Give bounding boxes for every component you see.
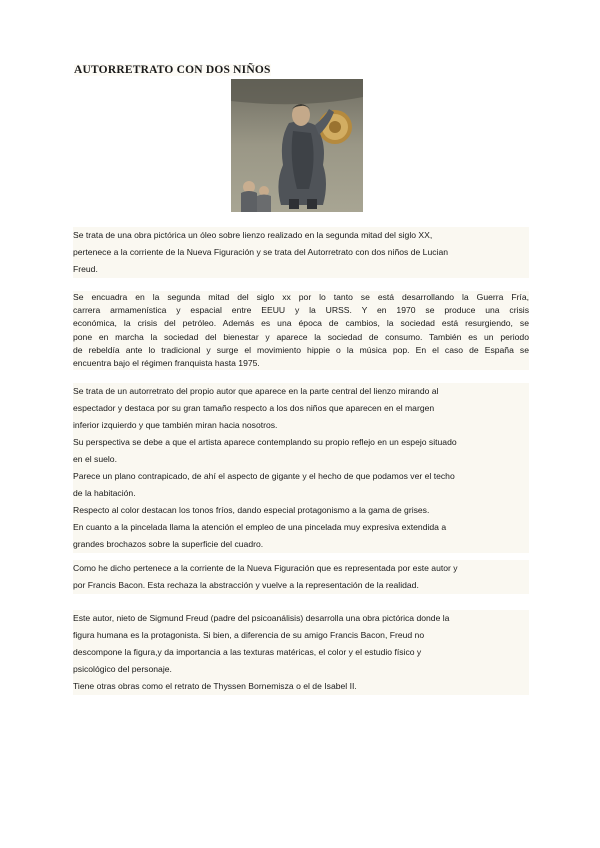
paragraph-line: Parece un plano contrapicado, de ahí el aspecto de gigante y el hecho de que podamos ver el techo: [73, 471, 455, 481]
paragraph-line: Se trata de un autorretrato del propio autor que aparece en la parte central del lienzo mirando al: [73, 386, 439, 396]
paragraph-line: En cuanto a la pincelada llama la atención el empleo de una pincelada muy expresiva extendida a: [73, 522, 447, 532]
paragraph-line: encuentra bajo el régimen franquista hasta 1975.: [73, 358, 260, 369]
paragraph-line: figura humana es la protagonista. Si bien, a diferencia de su amigo Francis Bacon, Freud no: [73, 630, 425, 640]
paragraph-analysis: [73, 383, 529, 553]
paragraph-line: inferior izquierdo y que también miran hacia nosotros.: [73, 420, 278, 430]
paragraph-line: de rebeldía ante lo tradicional y surge el movimiento hippie o la música pop. En el caso de España se: [73, 344, 529, 355]
paragraph-line: Freud.: [73, 264, 98, 274]
paragraph-movement: [73, 560, 529, 594]
paragraph-line: grandes brochazos sobre la superficie del cuadro.: [73, 539, 264, 549]
paragraph-line: descompone la figura,y da importancia a las texturas matéricas, el color y el estudio físico y: [73, 647, 422, 657]
paragraph-line: espectador y destaca por su gran tamaño respecto a los dos niños que aparecen en el margen: [73, 403, 435, 413]
paragraph-line: por Francis Bacon. Esta rechaza la abstracción y vuelve a la representación de la realidad.: [73, 580, 419, 590]
paragraph-line: Como he dicho pertenece a la corriente de la Nueva Figuración que es representada por este autor y: [73, 563, 458, 573]
paragraph-line: Su perspectiva se debe a que el artista aparece contemplando su propio reflejo en un espejo situado: [73, 437, 457, 447]
paragraph-line: económica, la crisis del petróleo. Además es una época de cambios, la sociedad está resurgiendo, se: [73, 318, 529, 329]
paragraph-intro: [73, 227, 529, 278]
paragraph-line: de la habitación.: [73, 488, 136, 498]
paragraph-line: pone en marcha la sociedad del bienestar y aparece la sociedad de consumo. También es un periodo: [73, 331, 529, 342]
painting-image: [231, 79, 363, 212]
paragraph-author: [73, 610, 529, 695]
paragraph-line: Respecto al color destacan los tonos fríos, dando especial protagonismo a la gama de grises.: [73, 505, 430, 515]
paragraph-context: [73, 291, 529, 370]
paragraph-line: Se trata de una obra pictórica un óleo sobre lienzo realizado en la segunda mitad del siglo XX,: [73, 230, 433, 240]
paragraph-line: pertenece a la corriente de la Nueva Figuración y se trata del Autorretrato con dos niños de Lucian: [73, 247, 449, 257]
paragraph-line: Tiene otras obras como el retrato de Thyssen Bornemisza o el de Isabel II.: [73, 681, 357, 691]
document-title: AUTORRETRATO CON DOS NIÑOS: [74, 64, 271, 76]
paragraph-line: en el suelo.: [73, 454, 117, 464]
paragraph-line: psicológico del personaje.: [73, 664, 172, 674]
paragraph-line: Se encuadra en la segunda mitad del siglo xx por lo tanto se está desarrollando la Guerra Fría,: [73, 292, 529, 302]
paragraph-line: carrera armamenística y espacial entre EEUU y la URSS. Y en 1970 se produce una crisis: [73, 305, 529, 316]
painting-illustration: [231, 79, 363, 212]
paragraph-line: Este autor, nieto de Sigmund Freud (padre del psicoanálisis) desarrolla una obra pictórica donde la: [73, 613, 450, 623]
